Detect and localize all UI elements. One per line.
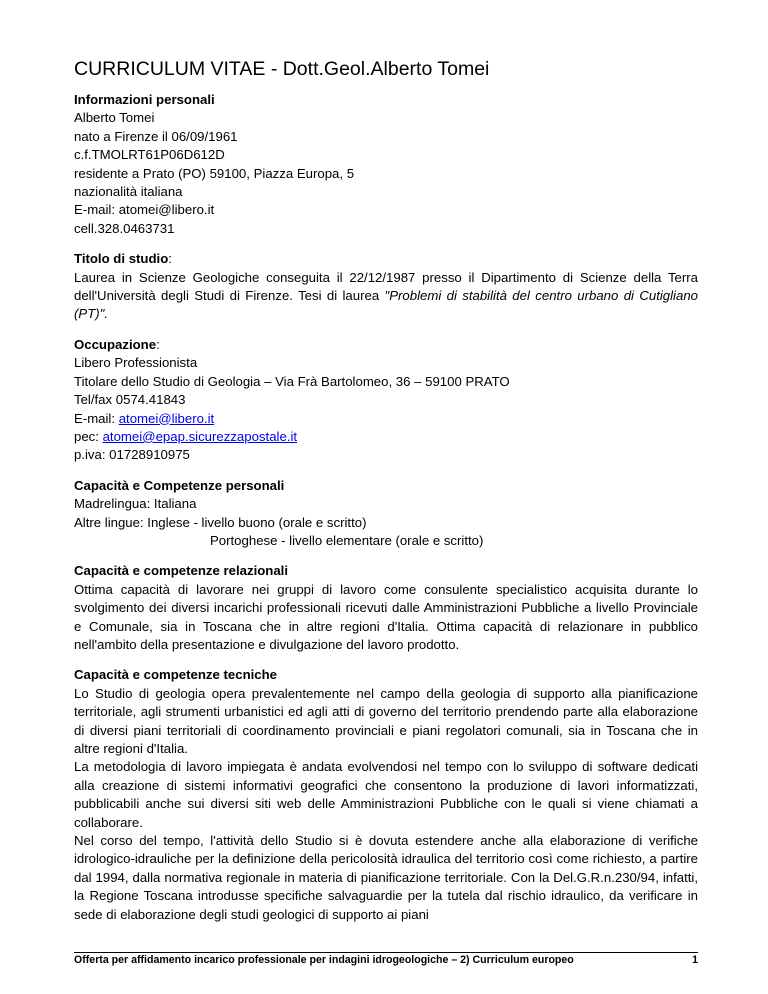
relational-text: Ottima capacità di lavorare nei gruppi di lavoro come consulente specialistico acquisita durante lo svolgimento dei diversi incarichi professionali ricevuti dalle Amministrazioni Pubbliche a livello Provinciale e Comunale, sia in Toscana che in altre regioni d'Italia. Ottima capacità di relazionare in pubblico nell'ambito della presentazione e divulgazione del lavoro prodotto. xyxy=(74,581,698,652)
personal-line: nato a Firenze il 06/09/1961 xyxy=(74,128,238,144)
section-heading: Informazioni personali xyxy=(74,92,215,107)
document-body xyxy=(74,91,698,936)
study-degree: Laurea in Scienze Geologiche conseguita il 22/12/1987 presso il Dipartimento di Scienze della Terra dell'Università degli Studi di Firenze. Tesi di laurea xyxy=(74,269,698,304)
study-text xyxy=(74,269,698,324)
section-heading: Capacità e competenze relazionali xyxy=(74,563,289,579)
section-heading: Occupazione xyxy=(74,336,157,352)
page-footer xyxy=(74,952,698,966)
personal-line: c.f.TMOLRT61P06D612D xyxy=(74,147,225,163)
footer-text: Offerta per affidamento incarico professionale per indagini idrogeologiche – 2) Curriculum europeo xyxy=(74,954,574,966)
section-heading: Capacità e Competenze personali xyxy=(74,477,285,493)
technical-paragraph: Nel corso del tempo, l'attività dello Studio si è dovuta estendere anche alla elaborazione di verifiche idrologico-idrauliche per la definizione della pericolosità idraulica del territorio così come richiesto, a partire dal 1994, dalla normativa regionale in materia di pianificazione territoriale. Con la Del.G.R.n.230/94, infatti, la Regione Toscana introdusse specifiche salvaguardie per la tutela dal rischio idraulico, da verificare in sede di elaborazione degli studi geologici di supporto ai piani xyxy=(74,833,698,922)
technical-paragraph: La metodologia di lavoro impiegata è andata evolvendosi nel tempo con lo sviluppo di software dedicati alla creazione di sistemi informativi geografici che consentono la produzione di lavori informatizzati, pubblicabili anche sui diversi siti web delle Amministrazioni Pubbliche con le quali si viene chiamati a collaborare. xyxy=(74,759,698,830)
language-line: Portoghese - livello elementare (orale e scritto) xyxy=(210,532,484,548)
section-heading: Titolo di studio xyxy=(74,251,169,267)
personal-line: E-mail: atomei@libero.it xyxy=(74,202,215,218)
email-label: E-mail: xyxy=(74,410,119,426)
pec-link[interactable]: atomei@epap.sicurezzapostale.it xyxy=(102,428,298,444)
occupation-piva: p.iva: 01728910975 xyxy=(74,447,190,463)
pec-label: pec: xyxy=(74,428,103,444)
page-title: CURRICULUM VITAE - Dott.Geol.Alberto Tomei xyxy=(74,58,490,80)
email-link[interactable]: atomei@libero.it xyxy=(118,410,215,426)
occupation-email-row xyxy=(74,410,698,428)
occupation-line: Tel/fax 0574.41843 xyxy=(74,392,186,408)
section-personal-info xyxy=(74,91,698,238)
personal-line: residente a Prato (PO) 59100, Piazza Europa, 5 xyxy=(74,165,355,181)
occupation-line: Titolare dello Studio di Geologia – Via Frà Bartolomeo, 36 – 59100 PRATO xyxy=(74,373,510,389)
section-heading-row: Titolo di studio: xyxy=(74,251,172,267)
language-line: Altre lingue: Inglese - livello buono (orale e scritto) xyxy=(74,514,367,530)
section-technical-skills xyxy=(74,666,698,924)
personal-line: Alberto Tomei xyxy=(74,110,155,126)
section-heading-row: Occupazione: xyxy=(74,336,160,352)
occupation-pec-row xyxy=(74,428,698,446)
section-heading: Capacità e competenze tecniche xyxy=(74,667,278,683)
occupation-line: Libero Professionista xyxy=(74,355,198,371)
technical-paragraph: Lo Studio di geologia opera prevalentemente nel campo della geologia di supporto alla pianificazione territoriale, agli strumenti urbanistici ed agli atti di governo del territorio prendendo parte alla elaborazione di diversi piani territoriali di coordinamento provinciali e piani regolatori comunali, sia in Toscana che in altre regioni d'Italia. xyxy=(74,685,698,756)
personal-line: nazionalità italiana xyxy=(74,184,183,200)
section-study xyxy=(74,250,698,324)
section-relational-skills xyxy=(74,562,698,654)
section-personal-skills xyxy=(74,477,698,551)
personal-line: cell.328.0463731 xyxy=(74,220,175,236)
language-line: Madrelingua: Italiana xyxy=(74,496,197,512)
page-number: 1 xyxy=(692,954,698,966)
section-occupation xyxy=(74,336,698,465)
study-thesis: "Problemi di stabilità del centro urbano di Cutigliano (PT)". xyxy=(74,288,698,322)
